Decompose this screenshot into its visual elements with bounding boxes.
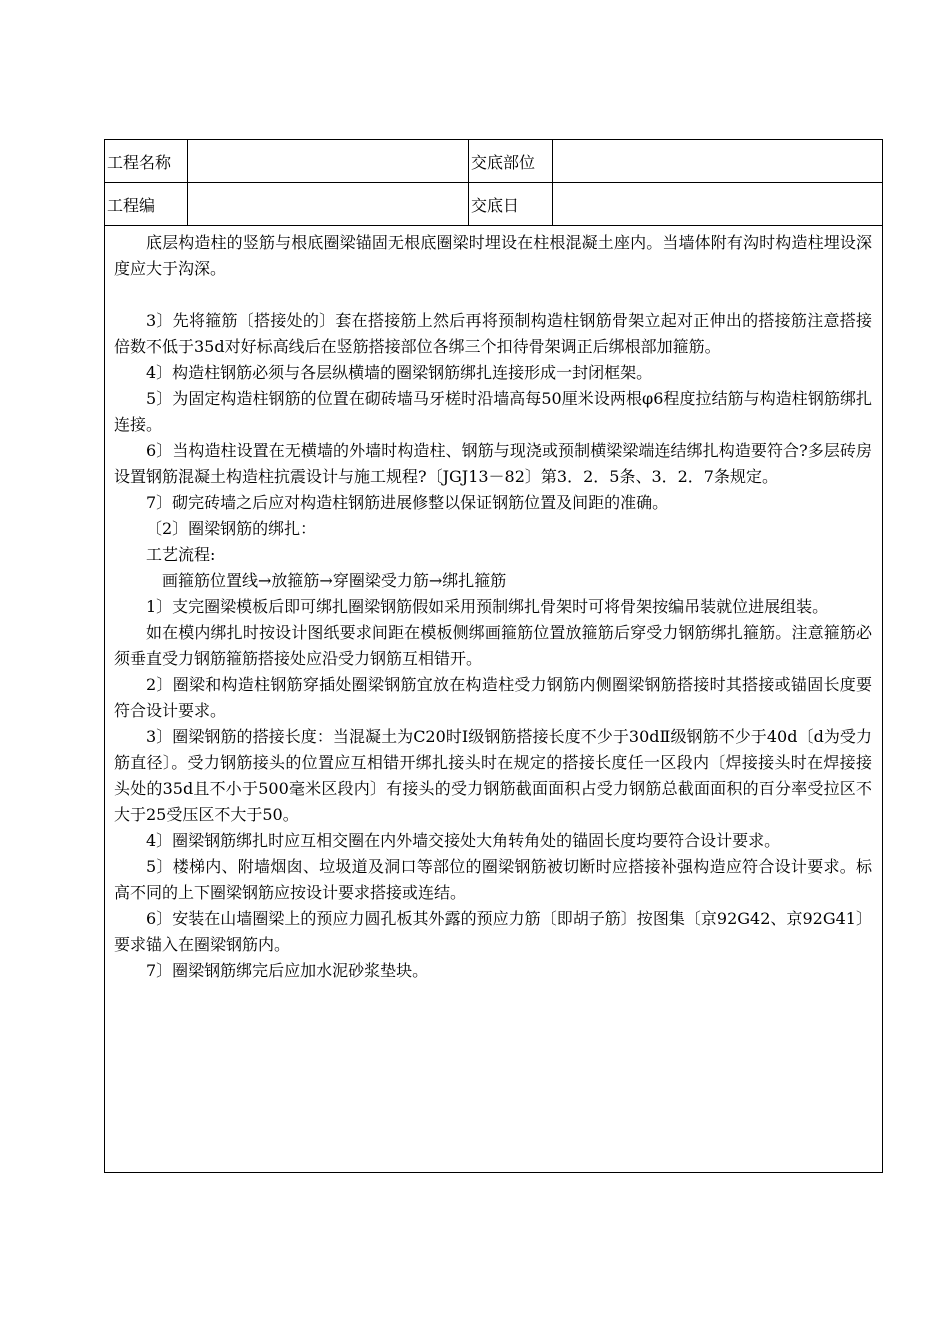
paragraph: 底层构造柱的竖筋与根底圈梁锚固无根底圈梁时埋设在柱根混凝土座内。当墙体附有沟时构造柱埋设深度应大于沟深。 bbox=[114, 233, 872, 278]
paragraph: 3〕圈梁钢筋的搭接长度：当混凝土为C20时Ⅰ级钢筋搭接长度不少于30dⅡ级钢筋不少于40d〔d为受力筋直径〕。受力钢筋接头的位置应互相错开绑扎接头时在规定的搭接长度任一区段内〔焊接接头时在焊接接头处的35d且不小于500毫米区段内〕有接头的受力钢筋截面面积占受力钢筋总截面面积的百分率受拉区不大于25受压区不大于50。 bbox=[114, 727, 872, 824]
disclosure-part-value bbox=[553, 140, 882, 182]
process-label: 工艺流程: bbox=[146, 545, 216, 564]
paragraph: 如在模内绑扎时按设计图纸要求间距在模板侧绑画箍筋位置放箍筋后穿受力钢筋绑扎箍筋。注意箍筋必须垂直受力钢筋箍筋搭接处应沿受力钢筋互相错开。 bbox=[114, 623, 872, 668]
disclosure-part-label: 交底部位 bbox=[469, 140, 553, 182]
paragraph: 6〕安装在山墙圈梁上的预应力圆孔板其外露的预应力筋〔即胡子筋〕按图集〔京92G42、京92G41〕要求锚入在圈梁钢筋内。 bbox=[114, 909, 872, 954]
header-row-project bbox=[105, 140, 882, 183]
disclosure-date-value bbox=[553, 183, 882, 225]
project-number-label: 工程编 bbox=[105, 183, 188, 225]
paragraph: 7〕砌完砖墙之后应对构造柱钢筋进展修整以保证钢筋位置及间距的准确。 bbox=[146, 493, 669, 512]
project-name-value bbox=[188, 140, 469, 182]
paragraph: 4〕构造柱钢筋必须与各层纵横墙的圈梁钢筋绑扎连接形成一封闭框架。 bbox=[146, 363, 653, 382]
paragraph: 3〕先将箍筋〔搭接处的〕套在搭接筋上然后再将预制构造柱钢筋骨架立起对正伸出的搭接筋注意搭接倍数不低于35d对好标高线后在竖筋搭接部位各绑三个扣待骨架调正后绑根部加箍筋。 bbox=[114, 311, 872, 356]
paragraph: 6〕当构造柱设置在无横墙的外墙时构造柱、钢筋与现浇或预制横梁梁端连结绑扎构造要符合?多层砖房设置钢筋混凝土构造柱抗震设计与施工规程?〔JGJ13－82〕第3．2．5条、3．2．7条规定。 bbox=[114, 441, 872, 486]
paragraph: 1〕支完圈梁模板后即可绑扎圈梁钢筋假如采用预制绑扎骨架时可将骨架按编吊装就位进展组装。 bbox=[146, 597, 829, 616]
paragraph: 5〕为固定构造柱钢筋的位置在砌砖墙马牙槎时沿墙高每50厘米设两根φ6程度拉结筋与构造柱钢筋绑扎连接。 bbox=[114, 389, 872, 434]
paragraph: 5〕楼梯内、附墙烟囱、垃圾道及洞口等部位的圈梁钢筋被切断时应搭接补强构造应符合设计要求。标高不同的上下圈梁钢筋应按设计要求搭接或连结。 bbox=[114, 857, 872, 902]
paragraph: 2〕圈梁和构造柱钢筋穿插处圈梁钢筋宜放在构造柱受力钢筋内侧圈梁钢筋搭接时其搭接或锚固长度要符合设计要求。 bbox=[114, 675, 872, 720]
project-number-value bbox=[188, 183, 469, 225]
header-row-number bbox=[105, 183, 882, 226]
project-name-label: 工程名称 bbox=[105, 140, 188, 182]
paragraph: 7〕圈梁钢筋绑完后应加水泥砂浆垫块。 bbox=[146, 961, 429, 980]
disclosure-date-label: 交底日 bbox=[469, 183, 553, 225]
section-heading: 〔2〕圈梁钢筋的绑扎： bbox=[146, 519, 317, 538]
process-flow: 画箍筋位置线→放箍筋→穿圈梁受力筋→绑扎箍筋 bbox=[162, 571, 507, 590]
blank-line bbox=[114, 282, 872, 308]
disclosure-content bbox=[105, 226, 882, 1172]
disclosure-form bbox=[104, 139, 883, 1173]
paragraph: 4〕圈梁钢筋绑扎时应互相交圈在内外墙交接处大角转角处的锚固长度均要符合设计要求。 bbox=[146, 831, 781, 850]
